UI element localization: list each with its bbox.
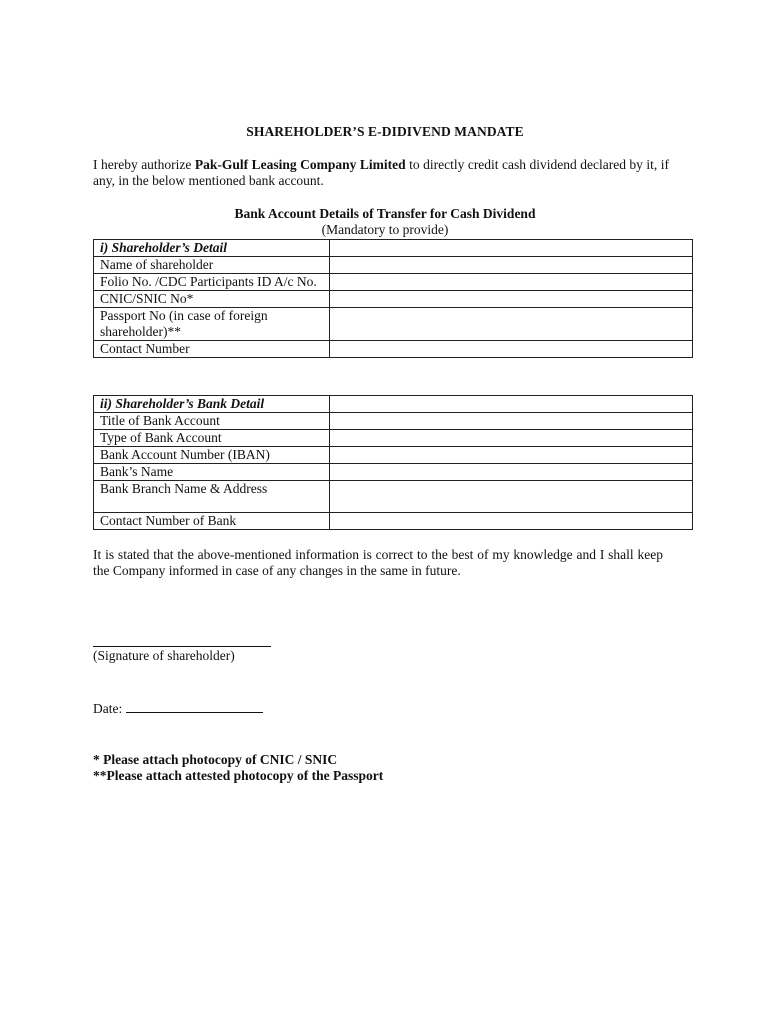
table-row — [94, 240, 693, 257]
table-row — [94, 291, 693, 308]
field-label-account-type: Type of Bank Account — [94, 430, 330, 447]
empty-field — [330, 240, 693, 257]
table-row — [94, 396, 693, 413]
footnote-passport: **Please attach attested photocopy of the Passport — [93, 768, 384, 783]
intro-prefix: I hereby authorize — [93, 157, 192, 172]
field-value-cnic[interactable] — [330, 291, 693, 308]
table-row — [94, 464, 693, 481]
field-value-branch[interactable] — [330, 481, 693, 513]
intro-suffix: to directly credit cash dividend declared by it, if any, in the below mentioned bank account. — [93, 157, 670, 188]
field-label-contact: Contact Number — [94, 341, 330, 358]
table-row — [94, 430, 693, 447]
table-row — [94, 513, 693, 530]
field-value-name[interactable] — [330, 257, 693, 274]
declaration-statement: It is stated that the above-mentioned information is correct to the best of my knowledge and I shall keep the Company informed in case of any changes in the same in future. — [93, 547, 663, 578]
intro-paragraph — [93, 157, 669, 189]
section-title: Bank Account Details of Transfer for Cash Dividend — [234, 206, 536, 221]
field-label-name: Name of shareholder — [94, 257, 330, 274]
field-label-account-title: Title of Bank Account — [94, 413, 330, 430]
table-row — [94, 274, 693, 291]
field-label-bank-name: Bank’s Name — [94, 464, 330, 481]
field-label-iban: Bank Account Number (IBAN) — [94, 447, 330, 464]
table-row — [94, 481, 693, 513]
field-value-folio[interactable] — [330, 274, 693, 291]
field-label-passport: Passport No (in case of foreign shareholder)** — [94, 308, 330, 341]
shareholder-detail-heading: i) Shareholder’s Detail — [94, 240, 330, 257]
field-label-folio: Folio No. /CDC Participants ID A/c No. — [94, 274, 330, 291]
field-value-bank-contact[interactable] — [330, 513, 693, 530]
table-row — [94, 413, 693, 430]
company-name: Pak-Gulf Leasing Company Limited — [194, 157, 406, 172]
bank-detail-heading: ii) Shareholder’s Bank Detail — [94, 396, 330, 413]
field-value-account-type[interactable] — [330, 430, 693, 447]
field-label-bank-contact: Contact Number of Bank — [94, 513, 330, 530]
table-row — [94, 341, 693, 358]
date-row — [93, 700, 263, 717]
field-label-branch: Bank Branch Name & Address — [94, 481, 330, 513]
field-value-iban[interactable] — [330, 447, 693, 464]
shareholder-detail-table — [93, 239, 693, 358]
bank-detail-table — [93, 395, 693, 530]
empty-field — [330, 396, 693, 413]
field-value-passport[interactable] — [330, 308, 693, 341]
signature-label: (Signature of shareholder) — [93, 648, 235, 663]
footnote-cnic: * Please attach photocopy of CNIC / SNIC — [93, 752, 338, 767]
field-value-account-title[interactable] — [330, 413, 693, 430]
table-row — [94, 447, 693, 464]
field-value-contact[interactable] — [330, 341, 693, 358]
table-row — [94, 308, 693, 341]
field-value-bank-name[interactable] — [330, 464, 693, 481]
date-field-line[interactable] — [126, 700, 263, 713]
table-row — [94, 257, 693, 274]
date-label: Date: — [93, 701, 123, 716]
section-note: (Mandatory to provide) — [321, 222, 449, 237]
field-label-cnic: CNIC/SNIC No* — [94, 291, 330, 308]
document-title: SHAREHOLDER’S E-DIDIVEND MANDATE — [246, 124, 524, 139]
signature-line[interactable] — [93, 646, 271, 647]
